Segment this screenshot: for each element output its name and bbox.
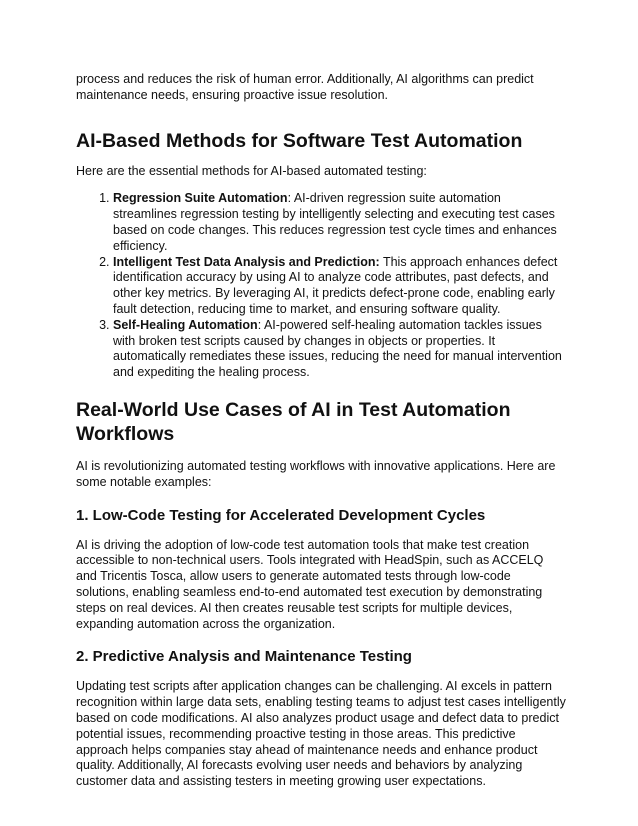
method-item-title: Regression Suite Automation xyxy=(113,191,288,206)
method-item-regression xyxy=(113,191,566,254)
low-code-paragraph: AI is driving the adoption of low-code test automation tools that make test creation accessible to non-technical users. Tools integrated with HeadSpin, such as ACCELQ and Tricentis Tosca, allow users to generate automated tests through low-code solutions, enabling seamless end-to-end automated test execution by demonstrating steps on real devices. AI then creates reusable test scripts for multiple devices, expanding automation across the organization. xyxy=(76,537,544,631)
predictive-heading: 2. Predictive Analysis and Maintenance Testing xyxy=(76,648,412,666)
document-page xyxy=(76,72,566,790)
method-item-body: This approach enhances defect identification accuracy by using AI to analyze code attributes, past defects, and other key metrics. By leveraging AI, it predicts defect-prone code, enabling early fault detection, reducing time to market, and ensuring software quality. xyxy=(113,254,558,316)
methods-heading: AI-Based Methods for Software Test Automation xyxy=(76,129,523,152)
method-item-title: Intelligent Test Data Analysis and Prediction: xyxy=(113,254,380,269)
method-item-body: AI-powered self-healing automation tackles issues with broken test scripts caused by changes in objects or properties. It automatically remediates these issues, reducing the need for manual intervention and expediting the healing process. xyxy=(113,317,562,380)
predictive-paragraph: Updating test scripts after application changes can be challenging. AI excels in pattern recognition within large data sets, enabling testing teams to adjust test cases intelligently based on code modifications. AI also analyzes product usage and defect data to predict potential issues, recommending proactive testing in those areas. This predictive approach helps companies stay ahead of maintenance needs and enhance product quality. Additionally, AI forecasts evolving user needs and behaviors by analyzing customer data and assisting testers in meeting growing user expectations. xyxy=(76,679,566,789)
methods-list xyxy=(76,191,566,381)
use-cases-heading: Real-World Use Cases of AI in Test Automation Workflows xyxy=(76,398,511,445)
method-item-separator: : xyxy=(287,191,292,206)
method-item-test-data xyxy=(113,255,566,318)
method-item-body: AI-driven regression suite automation streamlines regression testing by intelligently selecting and executing test cases based on code changes. This reduces regression test cycle times and enhances efficiency. xyxy=(113,191,557,253)
use-cases-intro-paragraph: AI is revolutionizing automated testing workflows with innovative applications. Here are some notable examples: xyxy=(76,458,556,489)
intro-paragraph: process and reduces the risk of human error. Additionally, AI algorithms can predict maintenance needs, ensuring proactive issue resolution. xyxy=(76,72,534,102)
methods-intro-paragraph: Here are the essential methods for AI-based automated testing: xyxy=(76,163,427,178)
method-item-title: Self-Healing Automation xyxy=(113,317,258,332)
method-item-self-healing xyxy=(113,318,566,381)
method-item-separator: : xyxy=(257,317,262,332)
low-code-heading: 1. Low-Code Testing for Accelerated Development Cycles xyxy=(76,506,486,524)
